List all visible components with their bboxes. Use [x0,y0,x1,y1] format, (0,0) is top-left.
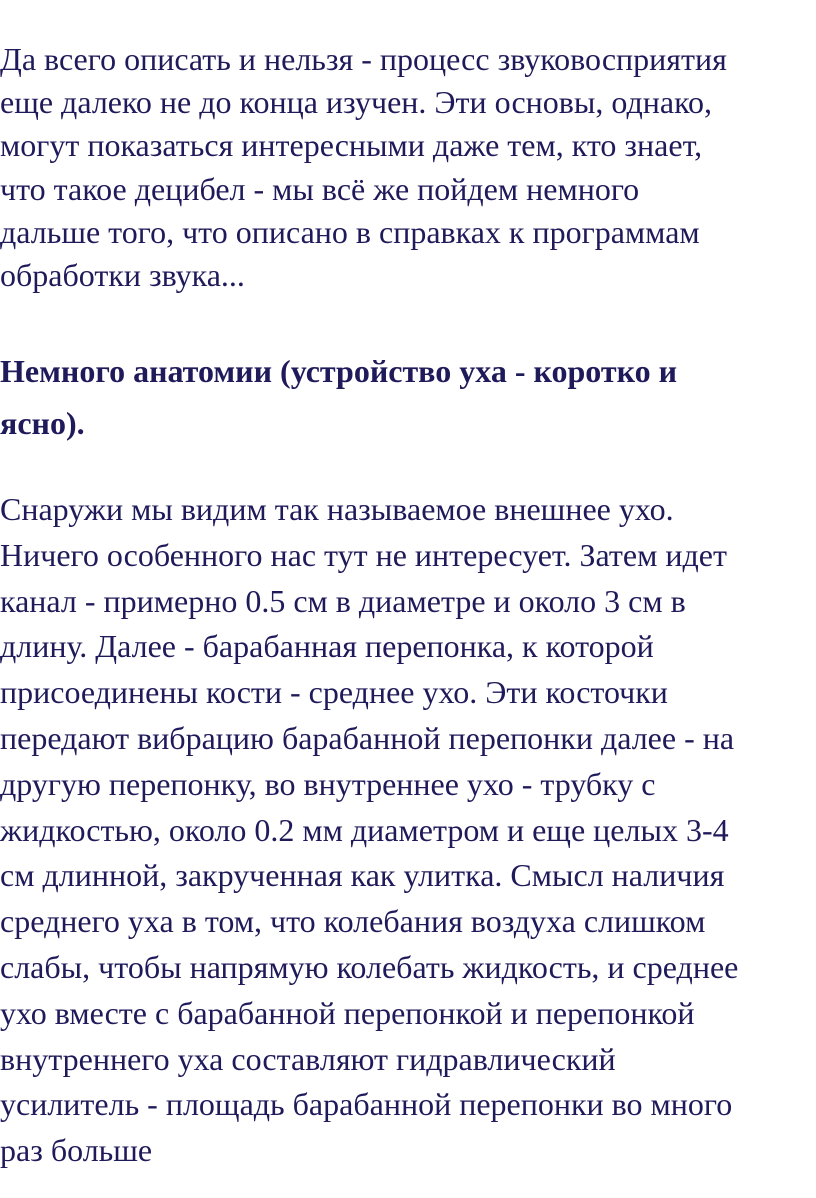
text-line: длину. Далее - барабанная перепонка, к которой [0,628,654,665]
section-heading [0,345,677,449]
text-line: среднего уха в том, что колебания воздуха слишком [0,903,706,940]
text-line: присоединены кости - среднее ухо. Эти косточки [0,674,668,711]
text-line: что такое децибел - мы всё же пойдем немного [0,170,640,207]
text-line: ухо вместе с барабанной перепонкой и перепонкой [0,994,695,1031]
heading-line: Немного анатомии (устройство уха - коротко и [0,353,678,389]
text-line: другую перепонку, во внутреннее ухо - трубку с [0,765,656,802]
text-line: раз больше [0,1132,153,1169]
text-line: см длинной, закрученная как улитка. Смысл наличия [0,857,725,894]
text-line: усилитель - площадь барабанной перепонки во много [0,1086,733,1123]
intro-paragraph [0,38,727,297]
text-line: Ничего особенного нас тут не интересует. Затем идет [0,536,727,573]
text-line: внутреннего уха составляют гидравлический [0,1040,616,1077]
text-line: канал - примерно 0.5 см в диаметре и около 3 см в [0,582,686,619]
heading-line: ясно). [0,405,85,441]
text-line: передают вибрацию барабанной перепонки далее - на [0,719,735,756]
text-line: дальше того, что описано в справках к программам [0,213,700,250]
text-line: жидкостью, около 0.2 мм диаметром и еще целых 3-4 [0,811,729,848]
anatomy-paragraph [0,487,738,1174]
text-line: могут показаться интересными даже тем, кто знает, [0,127,703,164]
text-line: Да всего описать и нельзя - процесс звуковосприятия [0,41,727,77]
text-line: Снаружи мы видим так называемое внешнее ухо. [0,491,674,527]
text-line: слабы, чтобы напрямую колебать жидкость, и среднее [0,948,739,985]
text-line: еще далеко не до конца изучен. Эти основы, однако, [0,84,712,121]
text-line: обработки звука... [0,256,245,293]
